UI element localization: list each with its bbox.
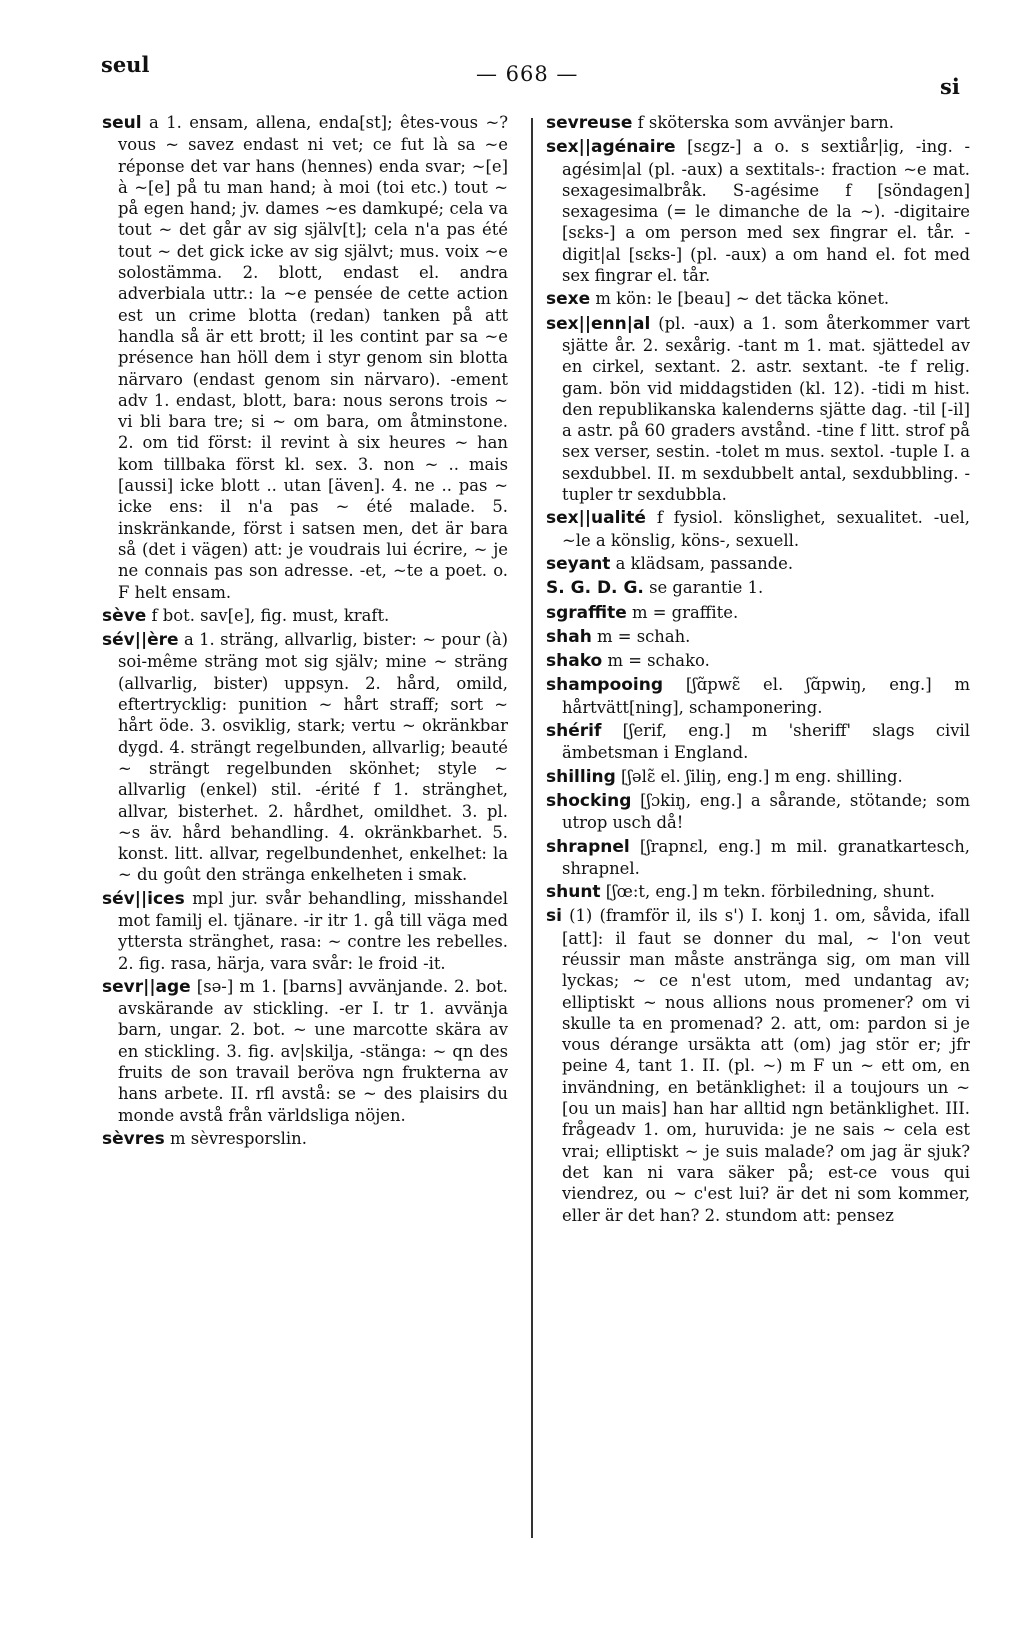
dictionary-entry: [546, 766, 970, 788]
dictionary-entry: [546, 313, 970, 506]
definition: [ʃerif, eng.] m 'sheriff' slags civil ämbetsman i England.: [562, 721, 971, 763]
headword: sév||ère: [102, 630, 179, 651]
definition: f bot. sav[e], fig. must, kraft.: [151, 605, 390, 625]
dictionary-entry: [546, 136, 970, 286]
dictionary-entry: [546, 836, 970, 880]
headword: shilling: [546, 766, 616, 787]
dictionary-entry: [546, 626, 970, 648]
headword: shampooing: [546, 675, 664, 696]
definition: f sköterska som avvänjer barn.: [637, 113, 894, 132]
definition: m = schah.: [597, 626, 691, 646]
guide-word-right: si: [940, 74, 960, 99]
headword: si: [546, 906, 562, 927]
dictionary-entry: [102, 888, 508, 974]
dictionary-entry: [546, 602, 970, 624]
headword: sève: [102, 605, 147, 626]
dictionary-entry: [546, 650, 970, 672]
page-header: [0, 0, 1024, 100]
dictionary-entry: [546, 553, 970, 575]
dictionary-entry: [102, 112, 508, 603]
definition: a 1. ensam, allena, enda[st]; êtes-vous ~? vous ~ savez endast ni vet; ce fut là sa ~e réponse det var hans (hennes) enda svar; ~[e] à ~[e] på tu man hand; à moi (toi etc.) tout ~ på egen hand; jv. dames ~es damkupé; cela va tout ~ det går av sig själv[t]; cela n'a pas été tout ~ det gick icke av sig självt; mus. voix ~e solostämma. 2. blott, endast el. andra adverbiala uttr.: la ~e pensée de cette action est un crime blotta (redan) tanken på att handla så är ett brott; il les contint par sa ~e présence han höll dem i styr genom sin blotta närvaro (endast genom sin närvaro). -ement adv 1. endast, blott, bara: nous serons trois ~ vi bli bara tre; si ~ om bara, om åtminstone. 2. om tid först: il revint à six heures ~ han kom tillbaka först kl. sex. 3. non ~ .. mais [aussi] icke blott .. utan [även]. 4. ne .. pas ~ icke ens: il n'a pas ~ été malade. 5. inskränkande, först i satsen men, det är bara så (det i vägen) att: je voudrais lui écrire, ~ je ne connais pas son adresse. -et, ~te a poet. o. F helt ensam.: [118, 113, 508, 602]
dictionary-entry: [546, 905, 970, 1225]
headword: shako: [546, 651, 603, 672]
definition: [ʃɑ̃pwɛ̃ el. ʃɑ̃pwiŋ, eng.] m hårtvätt[ning], schamponering.: [562, 675, 970, 717]
dictionary-entry: [102, 976, 508, 1126]
dictionary-entry: [546, 720, 970, 764]
page-number: — 668 —: [476, 62, 579, 86]
headword: shocking: [546, 790, 632, 811]
headword: seyant: [546, 553, 611, 574]
headword: sex||enn|al: [546, 313, 651, 334]
headword: shérif: [546, 721, 602, 742]
column-divider: [531, 118, 533, 1538]
headword: shrapnel: [546, 836, 630, 857]
headword: sex||ualité: [546, 508, 646, 529]
definition: m sèvresporslin.: [169, 1128, 307, 1148]
definition: [ʃəlɛ̃ el. ʃiliŋ, eng.] m eng. shilling.: [621, 766, 903, 786]
headword: seul: [102, 113, 142, 133]
dictionary-entry: [102, 1128, 508, 1150]
guide-word-left: seul: [101, 52, 150, 77]
headword: S. G. D. G.: [546, 578, 644, 599]
definition: [sə-] m 1. [barns] avvänjande. 2. bot. avskärande av stickling. -er I. tr 1. avvänja barn, ungar. 2. bot. ~ une marcotte skära av en stickling. 3. fig. av|skilja, -stänga: ~ qn des fruits de son travail beröva ngn frukterna av hans arbete. II. rfl avstå: se ~ des plaisirs du monde avstå från världsliga nöjen.: [118, 976, 508, 1125]
definition: m = schako.: [607, 651, 710, 671]
dictionary-entry: [546, 577, 970, 599]
headword: sevr||age: [102, 976, 191, 997]
definition: [ʃɔkiŋ, eng.] a sårande, stötande; som utrop usch då!: [562, 790, 970, 833]
dictionary-entry: [546, 674, 970, 718]
headword: sév||ices: [102, 888, 185, 909]
definition: mpl jur. svår behandling, misshandel mot familj el. tjänare. -ir itr 1. gå till väga med yttersta stränghet, rasa: ~ contre les rebelles. 2. fig. rasa, härja, vara svår: le froid -it.: [118, 888, 508, 973]
headword: shunt: [546, 882, 601, 903]
definition: (pl. -aux) a 1. som återkommer vart sjätte år. 2. sexårig. -tant m 1. mat. sjättedel av en cirkel, sextant. 2. astr. sextant. -te f relig. gam. bön vid middagstiden (kl. 12). -tidi m hist. den republikanska kalenderns sjätte dag. -til [-il] a astr. på 60 graders avstånd. -tine f litt. strof på sex verser, sestin. -tolet m mus. sextol. -tuple I. a sexdubbel. II. m sexdubbelt antal, sexdubbling. -tupler tr sexdubbla.: [562, 313, 970, 505]
definition: se garantie 1.: [649, 578, 764, 598]
definition: f fysiol. könslighet, sexualitet. -uel, ~le a könslig, köns-, sexuell.: [562, 508, 970, 550]
definition: a 1. sträng, allvarlig, bister: ~ pour (à) soi-même sträng mot sig själv; mine ~ sträng (allvarlig, bister) uppsyn. 2. hård, omild, eftertrycklig: punition ~ hårt straff; sort ~ hårt öde. 3. osviklig, stark; vertu ~ okränkbar dygd. 4. strängt regelbunden, allvarlig; beauté ~ strängt regelbunden skönhet; style ~ allvarlig (enkel) stil. -érité f 1. stränghet, allvar, bisterhet. 2. hårdhet, omildhet. 3. pl. ~s äv. hård behandling. 4. okränkbarhet. 5. konst. litt. allvar, regelbundenhet, enkelhet: la ~ du goût den stränga enkelheten i smak.: [118, 630, 508, 885]
definition: m kön: le [beau] ~ det täcka könet.: [595, 289, 890, 309]
headword: sèvres: [102, 1128, 165, 1149]
dictionary-entry: [102, 605, 508, 627]
definition: [ʃœ:t, eng.] m tekn. förbiledning, shunt.: [605, 882, 935, 902]
definition: a klädsam, passande.: [615, 553, 794, 573]
dictionary-entry: [102, 629, 508, 886]
headword: shah: [546, 626, 592, 647]
dictionary-entry: [546, 881, 970, 903]
dictionary-entry: [546, 112, 970, 134]
right-column: [546, 112, 970, 1228]
definition: [ʃrapnɛl, eng.] m mil. granatkartesch, shrapnel.: [562, 836, 970, 878]
headword: sex||agénaire: [546, 137, 676, 158]
left-column: [102, 112, 508, 1152]
dictionary-entry: [546, 507, 970, 551]
definition: [sɛgz-] a o. s sextiår|ig, -ing. -agésim|al (pl. -aux) a sextitals-: fraction ~e mat. sexagesimalbråk. S-agésime f [söndagen] sexagesima (= le dimanche de la ~). -digitaire [sɛks-] a om person med sex fingrar el. tår. -digit|al [sɛks-] (pl. -aux) a om hand el. fot med sex fingrar el. tår.: [562, 137, 970, 286]
headword: sexe: [546, 289, 591, 310]
dictionary-entry: [546, 790, 970, 834]
headword: sgraffite: [546, 602, 627, 623]
dictionary-entry: [546, 288, 970, 310]
definition: (1) (framför il, ils s') I. konj 1. om, såvida, ifall [att]: il faut se donner du mal, ~ l'on veut réussir man måste anstränga sig, om man vill lyckas; ~ ce n'est utom, med undantag av; elliptiskt ~ nous allions nous promener? om vi skulle ta en promenad? 2. att, om: pardon si je vous dérange ursäkta att (om) jag stör er; jfr peine 4, tant 1. II. (pl. ~) m F un ~ ett om, en invändning, en betänklighet: il a toujours un ~ [ou un mais] han har alltid ngn betänklighet. III. frågeadv 1. om, huruvida: je ne sais ~ cela est vrai; elliptiskt ~ je suis malade? om jag är sjuk? det kan ni vara säker på; est-ce vous qui viendrez, ou ~ c'est lui? är det ni som kommer, eller är det han? 2. stundom att: pensez: [562, 906, 970, 1225]
headword: sevreuse: [546, 113, 633, 133]
definition: m = graffite.: [631, 602, 739, 622]
